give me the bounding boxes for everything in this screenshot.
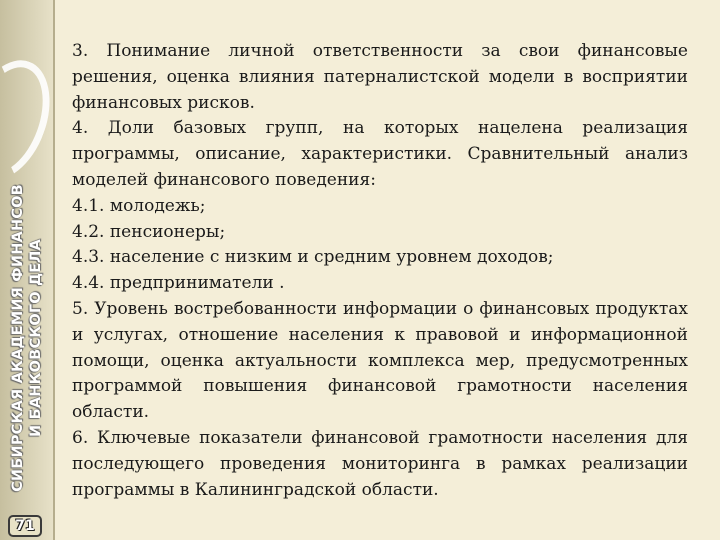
slide-content	[72, 39, 688, 503]
list-item-youth: 4.1. молодежь;	[72, 195, 206, 216]
list-item-pensioners: 4.2. пенсионеры;	[72, 221, 226, 242]
paragraph-item-6: 6. Ключевые показатели финансовой грамотности населения для последующего проведения мониторинга в рамках реализации программы в Калининградской области.	[72, 427, 688, 500]
decorative-arc	[0, 49, 65, 192]
page-number: 71	[8, 515, 42, 537]
list-item-income-groups: 4.3. население с низким и средним уровнем доходов;	[72, 247, 554, 268]
sidebar	[0, 0, 53, 540]
list-item-entrepreneurs: 4.4. предприниматели .	[72, 273, 285, 294]
sidebar-divider	[53, 0, 55, 540]
organization-name-line2: И БАНКОВСКОГО ДЕЛА	[28, 239, 44, 437]
paragraph-item-3: 3. Понимание личной ответственности за свои финансовые решения, оценка влияния патерналистской модели в восприятии финансовых рисков.	[72, 41, 688, 113]
paragraph-item-4: 4. Доли базовых групп, на которых нацелена реализация программы, описание, характеристики. Сравнительный анализ моделей финансового поведения:	[72, 118, 688, 190]
organization-name	[9, 184, 45, 492]
organization-name-line1: СИБИРСКАЯ АКАДЕМИЯ ФИНАНСОВ	[10, 184, 26, 492]
paragraph-item-5: 5. Уровень востребованности информации о финансовых продуктах и услугах, отношение населения к правовой и информационной помощи, оценка актуальности комплекса мер, предусмотренных программой повышения финансовой грамотности населения области.	[72, 298, 688, 423]
